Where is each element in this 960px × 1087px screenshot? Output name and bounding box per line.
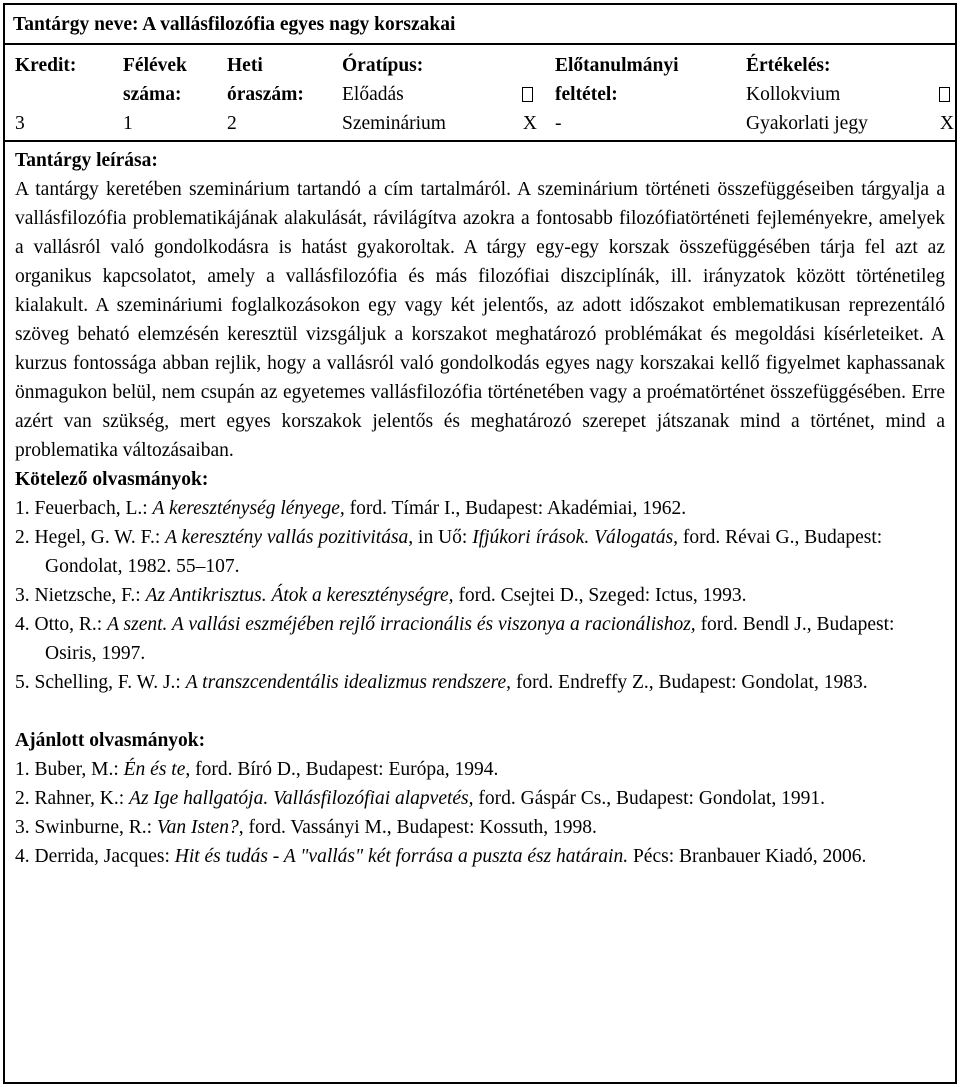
reading-item-a: 4. Derrida, Jacques: — [15, 846, 175, 867]
oratipus-selected-mark: X — [522, 113, 537, 134]
kredit-label: Kredit: — [15, 55, 77, 76]
reading-item-i2: Ifjúkori írások. Válogatás, — [472, 527, 679, 548]
reading-item — [15, 581, 945, 610]
description-text: A tantárgy keretében szeminárium tartandó a cím tartalmáról. A szeminárium történeti összefüggéseiben tárgyalja a vallásfilozófia problematikájának alakulását, rávilágítva azokra a fontosabb filozófiatörténeti fejleményekre, amelyek a vallásról való gondolkodásra is hatást gyakoroltak. A tárgy egy-egy korszak összefüggésében tárja fel azt az organikus kapcsolatot, amely a vallásfilozófia és más filozófiai diszciplínák, ill. irányzatok között történetileg kialakult. A szemináriumi foglalkozásokon egy vagy két jelentős, az adott időszakot emblematikusan reprezentáló szöveg beható elemzésén keresztül vizsgáljuk a korszakot meghatározó problémákat és megoldási kísérleteiket. A kurzus fontossága abban rejlik, hogy a vallásról való gondolkodás egyes nagy korszakai kellő figyelmet kaphassanak önmagukon belül, nem csupán az egyetemes vallásfilozófia történetében vagy a proématörténet összefüggésében. Erre azért van szükség, mert egyes korszakok jelentős és meghatározó szerepet játszanak mind a történet, mind a problematika változásaiban. — [15, 179, 945, 461]
course-content — [5, 142, 955, 871]
reading-item-i1: A szent. A vallási eszméjében rejlő irracionális és viszonya a racionálishoz, — [107, 614, 696, 635]
reading-item-b: ford. Gáspár Cs., Budapest: Gondolat, 1991. — [473, 788, 826, 809]
reading-item-a: 3. Swinburne, R.: — [15, 817, 157, 838]
ertekeles-option-kollokvium-label: Kollokvium — [746, 84, 841, 105]
reading-item-i1: Van Isten? — [156, 817, 239, 838]
reading-item-i1: A kereszténység lényege, — [152, 498, 345, 519]
elotanulmanyi-label-1: Előtanulmányi — [555, 55, 679, 76]
reading-item — [15, 755, 945, 784]
reading-item — [15, 523, 945, 581]
oratipus-label: Óratípus: — [342, 55, 424, 76]
empty-checkbox-icon — [939, 87, 950, 102]
heti-value: 2 — [227, 113, 237, 134]
reading-item — [15, 842, 945, 871]
ertekeles-selected-mark: X — [939, 113, 954, 134]
elotanulmanyi-value: - — [555, 113, 562, 134]
reading-item-i1: Az Antikrisztus. Átok a kereszténységre, — [145, 585, 454, 606]
elotanulmanyi-label-2: feltétel: — [555, 84, 618, 105]
ertekeles-option-kollokvium — [746, 80, 954, 109]
reading-item-b: ford. Csejtei D., Szeged: Ictus, 1993. — [453, 585, 747, 606]
oratipus-option-szeminarium-label: Szeminárium — [342, 113, 446, 134]
reading-item-b: ford. Bendl J., Budapest: Osiris, 1997. — [45, 614, 895, 664]
oratipus-option-eloadas — [342, 80, 537, 109]
kredit-column — [15, 51, 76, 138]
required-readings-list — [15, 494, 945, 697]
ertekeles-option-gyakorlati — [746, 109, 954, 138]
reading-item-i1: A transzcendentális idealizmus rendszere, — [185, 672, 512, 693]
heti-column — [227, 51, 304, 138]
reading-item-a: 4. Otto, R.: — [15, 614, 108, 635]
reading-item — [15, 610, 945, 668]
ertekeles-label: Értékelés: — [746, 55, 831, 76]
oratipus-option-szeminarium — [342, 109, 537, 138]
required-readings-title: Kötelező olvasmányok: — [15, 469, 209, 490]
reading-item-b: ford. Tímár I., Budapest: Akadémiai, 1962. — [344, 498, 687, 519]
reading-item-c: ford. Révai G., Budapest: Gondolat, 1982. 55–107. — [45, 527, 883, 577]
felevek-column — [123, 51, 187, 138]
heti-label-1: Heti — [227, 55, 263, 76]
reading-item — [15, 784, 945, 813]
reading-item-b: , ford. Vassányi M., Budapest: Kossuth, 1998. — [238, 817, 597, 838]
heti-label-2: óraszám: — [227, 84, 304, 105]
oratipus-column — [342, 51, 537, 138]
reading-item-a: 1. Buber, M.: — [15, 759, 124, 780]
kredit-value: 3 — [15, 113, 25, 134]
reading-item-a: 2. Rahner, K.: — [15, 788, 130, 809]
course-title: Tantárgy neve: A vallásfilozófia egyes nagy korszakai — [5, 5, 955, 45]
reading-item-i1: A keresztény vallás pozitivitása, — [165, 527, 414, 548]
felevek-label-2: száma: — [123, 84, 182, 105]
ertekeles-column — [746, 51, 954, 138]
reading-item — [15, 813, 945, 842]
felevek-label-1: Félévek — [123, 55, 187, 76]
reading-item-b: ford. Endreffy Z., Budapest: Gondolat, 1983. — [511, 672, 868, 693]
reading-item-a: 5. Schelling, F. W. J.: — [15, 672, 186, 693]
reading-item-a: 3. Nietzsche, F.: — [15, 585, 146, 606]
felevek-value: 1 — [123, 113, 133, 134]
description-title: Tantárgy leírása: — [15, 150, 158, 171]
course-sheet — [3, 3, 957, 1084]
reading-item-i1: Én és te — [123, 759, 186, 780]
oratipus-option-eloadas-label: Előadás — [342, 84, 404, 105]
recommended-readings-title: Ajánlott olvasmányok: — [15, 730, 206, 751]
reading-item-b: Pécs: Branbauer Kiadó, 2006. — [628, 846, 867, 867]
reading-item — [15, 668, 945, 697]
empty-checkbox-icon — [522, 87, 533, 102]
elotanulmanyi-column — [555, 51, 679, 138]
reading-item — [15, 494, 945, 523]
ertekeles-option-gyakorlati-label: Gyakorlati jegy — [746, 113, 868, 134]
reading-item-a: 1. Feuerbach, L.: — [15, 498, 153, 519]
reading-item-a: 2. Hegel, G. W. F.: — [15, 527, 166, 548]
reading-item-b: in Uő: — [413, 527, 473, 548]
reading-item-i1: Hit és tudás - A "vallás" két forrása a puszta ész határain. — [174, 846, 629, 867]
course-meta — [5, 45, 955, 142]
reading-item-i1: Az Ige hallgatója. Vallásfilozófiai alapvetés, — [129, 788, 474, 809]
reading-item-b: , ford. Bíró D., Budapest: Európa, 1994. — [185, 759, 499, 780]
recommended-readings-list — [15, 755, 945, 871]
